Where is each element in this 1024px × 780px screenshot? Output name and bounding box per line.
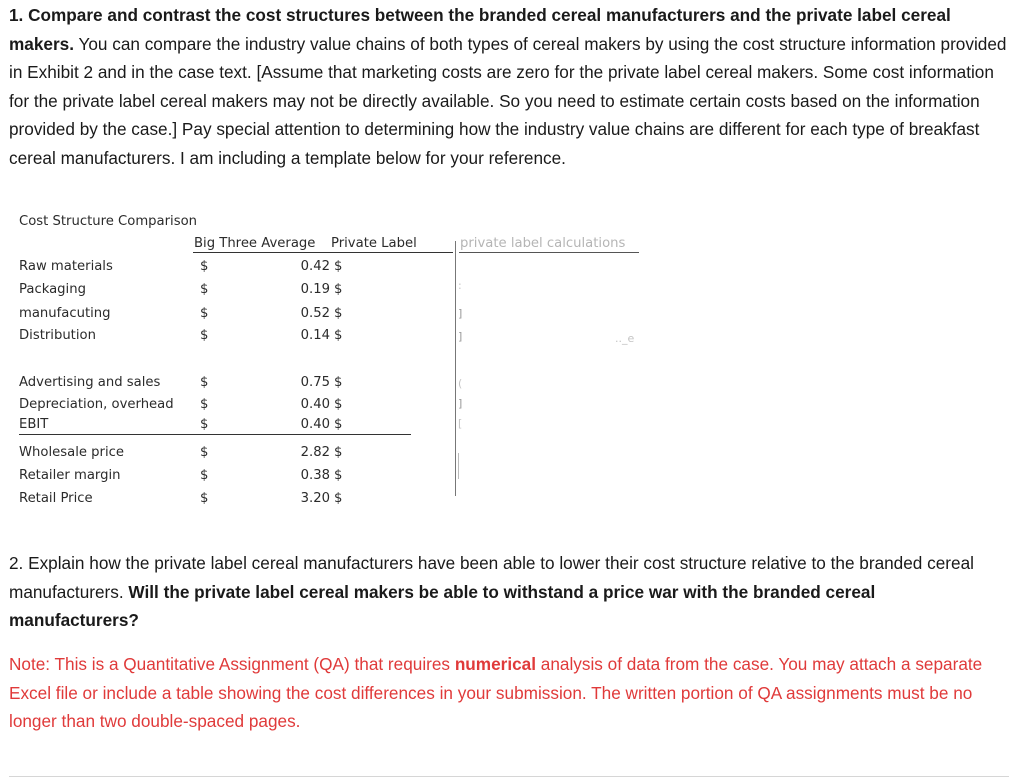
row-value: 0.19 <box>300 282 330 297</box>
table-title: Cost Structure Comparison <box>19 214 198 229</box>
faint-mark: ] <box>458 397 463 410</box>
header-private-label: Private Label <box>331 236 417 251</box>
header-big-three: Big Three Average <box>194 236 316 251</box>
row-label: Raw materials <box>19 259 113 274</box>
row-dollar: $ <box>200 397 209 412</box>
row-value: 0.40 <box>300 397 330 412</box>
row-dollar: $ <box>200 491 209 506</box>
ebit-underline <box>19 434 411 435</box>
row-dollar: $ <box>200 445 209 460</box>
row-dollar: $ <box>200 375 209 390</box>
row-value: 2.82 <box>300 445 330 460</box>
question-2-bold-tail: Will the private label cereal makers be able to withstand a price war with the branded cereal manufacturers? <box>9 581 876 631</box>
row-value: 0.75 <box>300 375 330 390</box>
faint-mark: ] <box>458 307 463 320</box>
row-dollar-private: $ <box>334 468 343 483</box>
row-value: 0.52 <box>300 306 330 321</box>
row-dollar: $ <box>200 328 209 343</box>
faint-mark: [ <box>458 417 463 430</box>
row-label: Packaging <box>19 282 86 297</box>
column-divider <box>455 241 456 496</box>
calc-header-underline <box>459 252 639 253</box>
row-label: Wholesale price <box>19 445 124 460</box>
row-dollar: $ <box>200 259 209 274</box>
row-dollar-private: $ <box>334 375 343 390</box>
faint-mark: ( <box>458 377 463 390</box>
row-dollar-private: $ <box>334 491 343 506</box>
row-dollar: $ <box>200 468 209 483</box>
note-part-2: analysis of data from the case. You may attach a separate Excel file or include a table showing the cost differences in your submission. The written portion of QA assignments must be no longer than two double-spaced pages. <box>9 654 983 732</box>
faint-mark: .._e <box>615 332 635 345</box>
note-part-1: Note: This is a Quantitative Assignment (QA) that requires <box>9 654 451 674</box>
row-dollar-private: $ <box>334 445 343 460</box>
question-2 <box>9 549 1009 635</box>
row-dollar-private: $ <box>334 417 343 432</box>
row-dollar-private: $ <box>334 306 343 321</box>
row-dollar: $ <box>200 417 209 432</box>
row-value: 0.40 <box>300 417 330 432</box>
note-bold: numerical <box>454 654 537 674</box>
row-label: manufacuting <box>19 306 111 321</box>
row-dollar-private: $ <box>334 397 343 412</box>
row-label: Retailer margin <box>19 468 121 483</box>
row-dollar: $ <box>200 282 209 297</box>
faint-mark: ] <box>458 330 463 343</box>
faint-mark: : <box>458 279 462 292</box>
row-label: Depreciation, overhead <box>19 397 174 412</box>
row-label: EBIT <box>19 417 49 432</box>
row-value: 0.42 <box>300 259 330 274</box>
header-calculations: private label calculations <box>460 236 626 251</box>
row-dollar: $ <box>200 306 209 321</box>
row-value: 3.20 <box>300 491 330 506</box>
cost-structure-table-image <box>0 205 660 525</box>
header-underline <box>193 252 453 253</box>
row-label: Distribution <box>19 328 96 343</box>
row-value: 0.14 <box>300 328 330 343</box>
question-1 <box>9 1 1009 173</box>
note <box>9 650 1009 736</box>
row-dollar-private: $ <box>334 259 343 274</box>
row-label: Retail Price <box>19 491 93 506</box>
question-2-text: 2. Explain how the private label cereal manufacturers have been able to lower their cost structure relative to the branded cereal manufacturers. <box>9 553 974 602</box>
faint-mark <box>458 453 459 479</box>
question-1-text: You can compare the industry value chains of both types of cereal makers by using the cost structure information provided in Exhibit 2 and in the case text. [Assume that marketing costs are zero for the private label cereal makers. Some cost information for the private label cereal makers may not be directly available. So you need to estimate certain costs based on the information provided by the case.] Pay special attention to determining how the industry value chains are different for each type of breakfast cereal manufacturers. I am including a template below for your reference. <box>9 33 1007 168</box>
question-1-bold-lead: 1. Compare and contrast the cost structures between the branded cereal manufacturers and the private label cereal makers. <box>9 5 951 54</box>
row-dollar-private: $ <box>334 328 343 343</box>
row-dollar-private: $ <box>334 282 343 297</box>
bottom-divider <box>9 776 1009 777</box>
row-value: 0.38 <box>300 468 330 483</box>
row-label: Advertising and sales <box>19 375 161 390</box>
